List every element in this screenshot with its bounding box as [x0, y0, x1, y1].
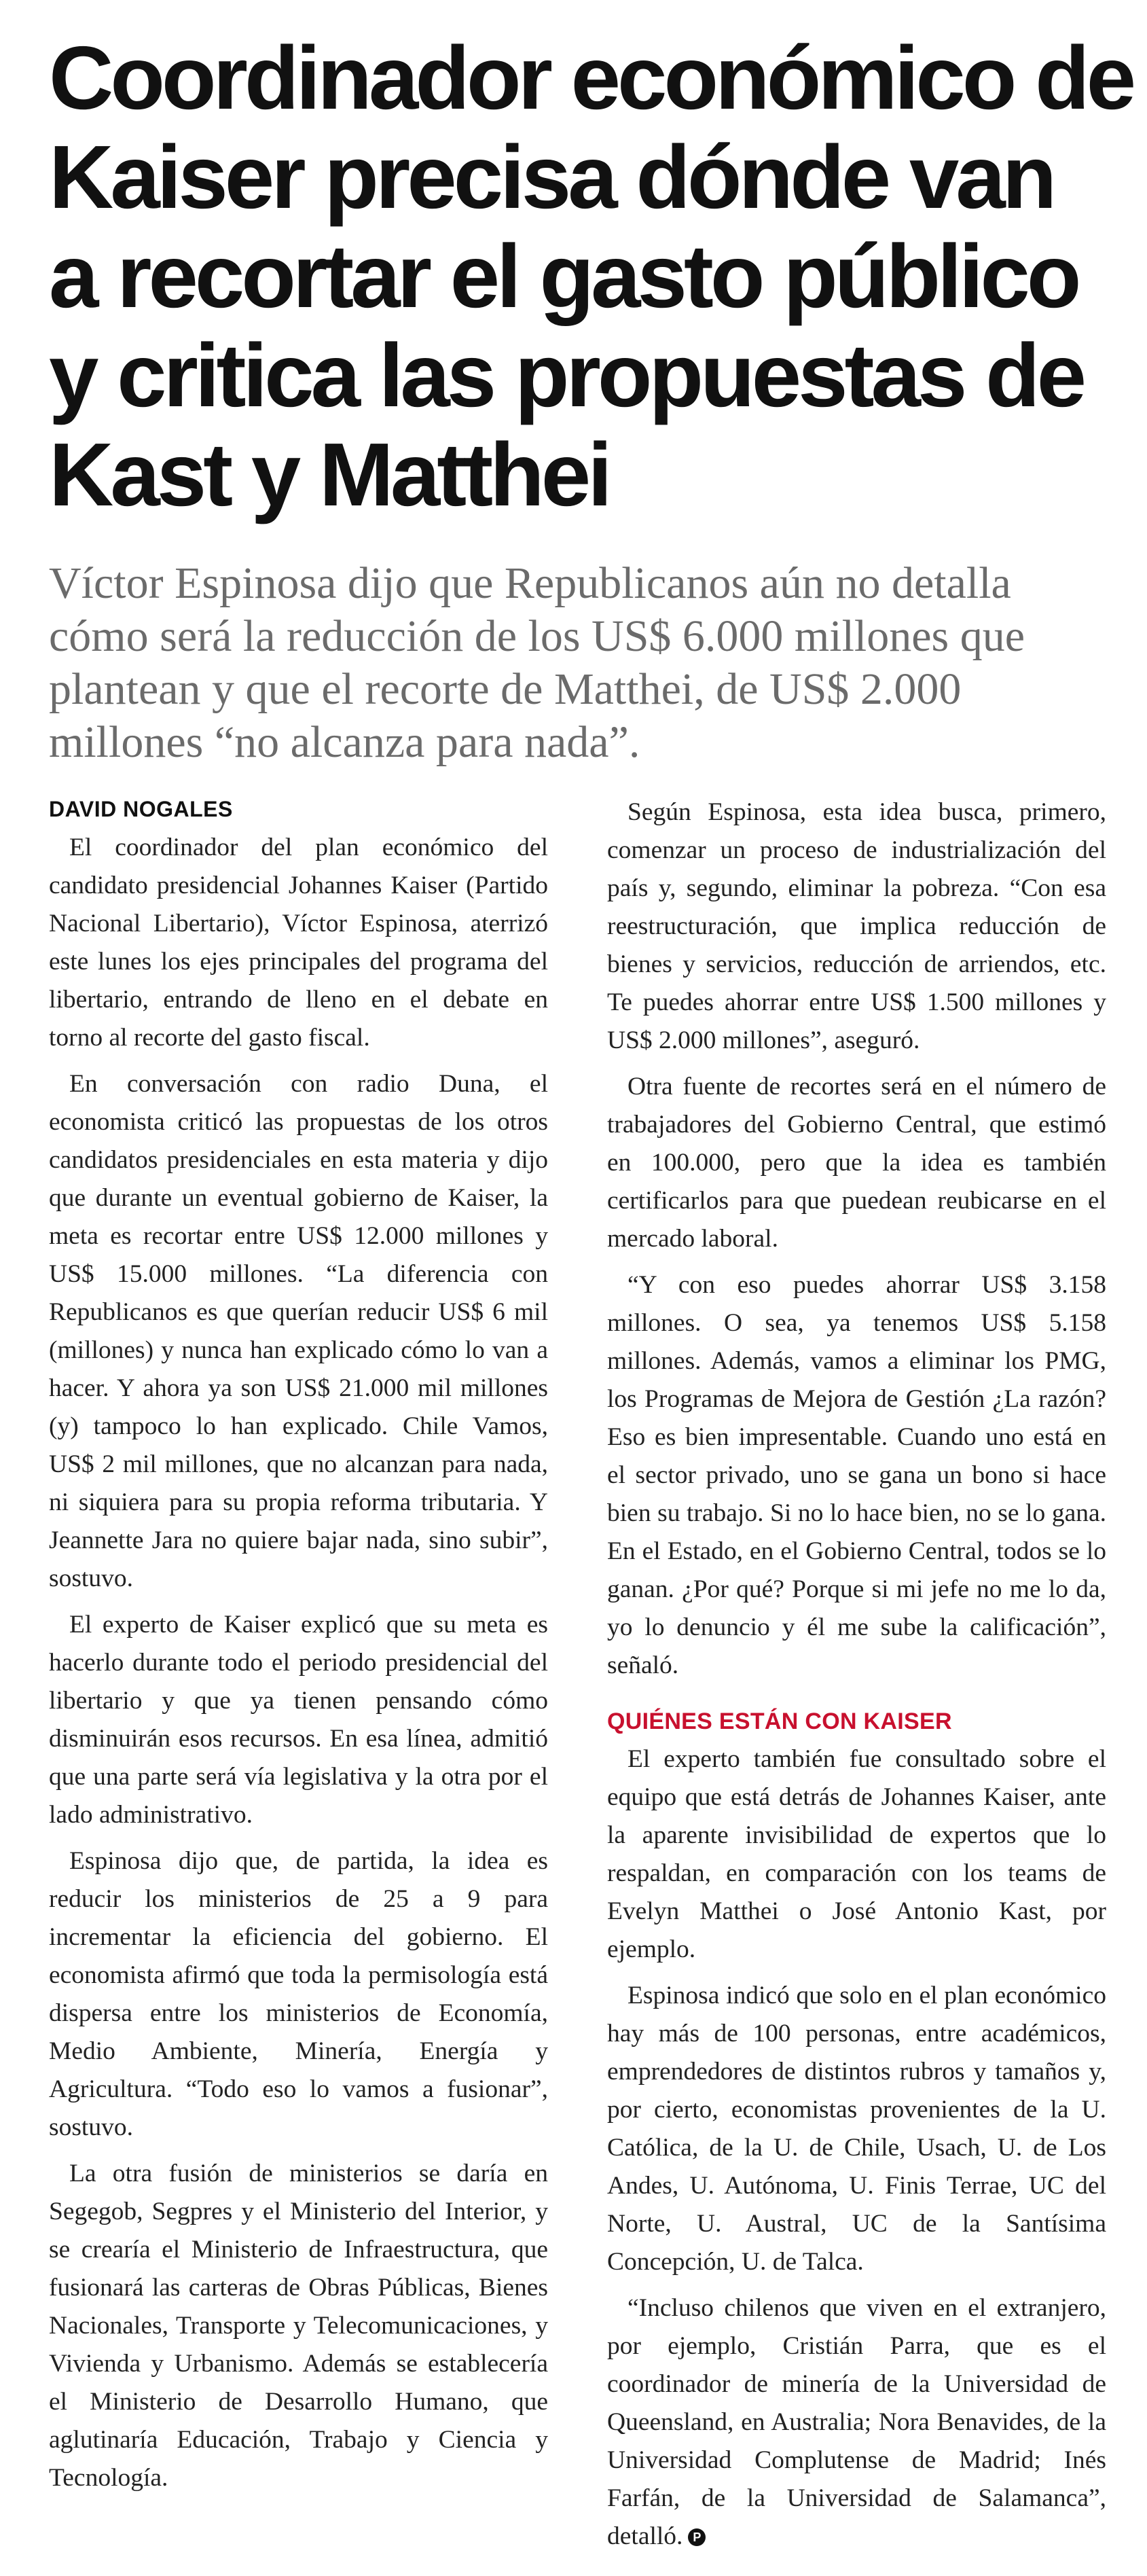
last-paragraph	[607, 2289, 1106, 2556]
body-paragraph: Según Espinosa, esta idea busca, primero, comenzar un proceso de industrialización del país y, segundo, eliminar la pobreza. “Con esa reestructuración, que implica reducción de bienes y servicios, reducción de arriendos, etc. Te puedes ahorrar entre US$ 1.500 millones y US$ 2.000 millones”, aseguró.	[607, 798, 1106, 1054]
body-paragraph: “Y con eso puedes ahorrar US$ 3.158 millones. O sea, ya tenemos US$ 5.158 millones. Además, vamos a eliminar los PMG, los Programas de Mejora de Gestión ¿La razón? Eso es bien impresentable. Cuando uno está en el sector privado, uno se gana un bono si hace bien su trabajo. Si no lo hace bien, no se lo gana. En el Estado, en el Gobierno Central, todos se lo ganan. ¿Por qué? Porque si mi jefe no me lo da, yo lo denuncio y él me sube la calificación”, señaló.	[607, 1271, 1106, 1679]
headline-line: Kaiser precisa dónde van	[49, 127, 1054, 227]
headline-line: y critica las propuestas de	[49, 325, 1084, 425]
lead-line: cómo será la reducción de los US$ 6.000 millones que	[49, 611, 1025, 661]
lead-line: plantean y que el recorte de Matthei, de US$ 2.000	[49, 664, 962, 714]
headline-line: Kast y Matthei	[49, 425, 609, 524]
headline	[49, 28, 1133, 524]
headline-line: a recortar el gasto público	[49, 226, 1078, 326]
body-paragraph: El experto de Kaiser explicó que su meta es hacerlo durante todo el periodo presidencial del libertario y que ya tienen pensando cómo disminuirán esos recursos. En esa línea, admitió que una parte será vía legislativa y la otra por el lado administrativo.	[49, 1611, 548, 1829]
right-column	[607, 793, 1106, 2564]
body-paragraph: El experto también fue consultado sobre el equipo que está detrás de Johannes Kaiser, ante la aparente invisibilidad de expertos que lo respaldan, en comparación con los teams de Evelyn Matthei o José Antonio Kast, por ejemplo.	[607, 1745, 1106, 1963]
body-paragraph: Espinosa dijo que, de partida, la idea es reducir los ministerios de 25 a 9 para incrementar la eficiencia del gobierno. El economista afirmó que toda la permisología está dispersa entre los ministerios de Economía, Medio Ambiente, Minería, Energía y Agricultura. “Todo eso lo vamos a fusionar”, sostuvo.	[49, 1847, 548, 2141]
body-paragraph: Espinosa indicó que solo en el plan económico hay más de 100 personas, entre académicos, emprendedores de distintos rubros y tamaños y, por cierto, economistas provenientes de la U. Católica, de la U. de Chile, Usach, U. de Los Andes, U. Autónoma, U. Finis Terrae, UC del Norte, U. Austral, UC de la Santísima Concepción, U. de Talca.	[607, 1982, 1106, 2276]
last-paragraph-text: “Incluso chilenos que viven en el extranjero, por ejemplo, Cristián Parra, que es el coordinador de minería de la Universidad de Queensland, en Australia; Nora Benavides, de la Universidad Complutense de Madrid; Inés Farfán, de la Universidad de Salamanca”, detalló.	[607, 2294, 1106, 2550]
headline-line: Coordinador económico de	[49, 28, 1133, 128]
lead-line: Víctor Espinosa dijo que Republicanos aún no detalla	[49, 558, 1011, 608]
section-subhead: QUIÉNES ESTÁN CON KAISER	[607, 1709, 952, 1734]
body-paragraph: Otra fuente de recortes será en el número de trabajadores del Gobierno Central, que estimó en 100.000, pero que la idea es también certificarlos para que puedean reubicarse en el mercado laboral.	[607, 1073, 1106, 1253]
left-column	[49, 793, 548, 2564]
lead-paragraph	[49, 557, 1088, 769]
byline: DAVID NOGALES	[49, 797, 233, 821]
body-paragraph: El coordinador del plan económico del candidato presidencial Johannes Kaiser (Partido Nacional Libertario), Víctor Espinosa, aterrizó este lunes los ejes principales del programa del libertario, entrando de lleno en el debate en torno al recorte del gasto fiscal.	[49, 834, 548, 1052]
body-paragraph: La otra fusión de ministerios se daría en Segegob, Segpres y el Ministerio del Interior, y se crearía el Ministerio de Infraestructura, que fusionará las carteras de Obras Públicas, Bienes Nacionales, Transporte y Telecomunicaciones, y Vivienda y Urbanismo. Además se establecería el Ministerio de Desarrollo Humano, que aglutinaría Educación, Trabajo y Ciencia y Tecnología.	[49, 2160, 548, 2492]
body-paragraph: En conversación con radio Duna, el economista criticó las propuestas de los otros candidatos presidenciales en esta materia y dijo que durante un eventual gobierno de Kaiser, la meta es recortar entre US$ 12.000 millones y US$ 15.000 millones. “La diferencia con Republicanos es que querían reducir US$ 6 mil (millones) y nunca han explicado cómo lo van a hacer. Y ahora ya son US$ 21.000 mil millones (y) tampoco lo han explicado. Chile Vamos, US$ 2 mil millones, que no alcanzan para nada, ni siquiera para su propia reforma tributaria. Y Jeannette Jara no quiere bajar nada, sino subir”, sostuvo.	[49, 1070, 548, 1592]
lead-line: millones “no alcanza para nada”.	[49, 717, 640, 767]
end-mark-icon: P	[688, 2528, 706, 2546]
body-columns	[49, 793, 1106, 2564]
